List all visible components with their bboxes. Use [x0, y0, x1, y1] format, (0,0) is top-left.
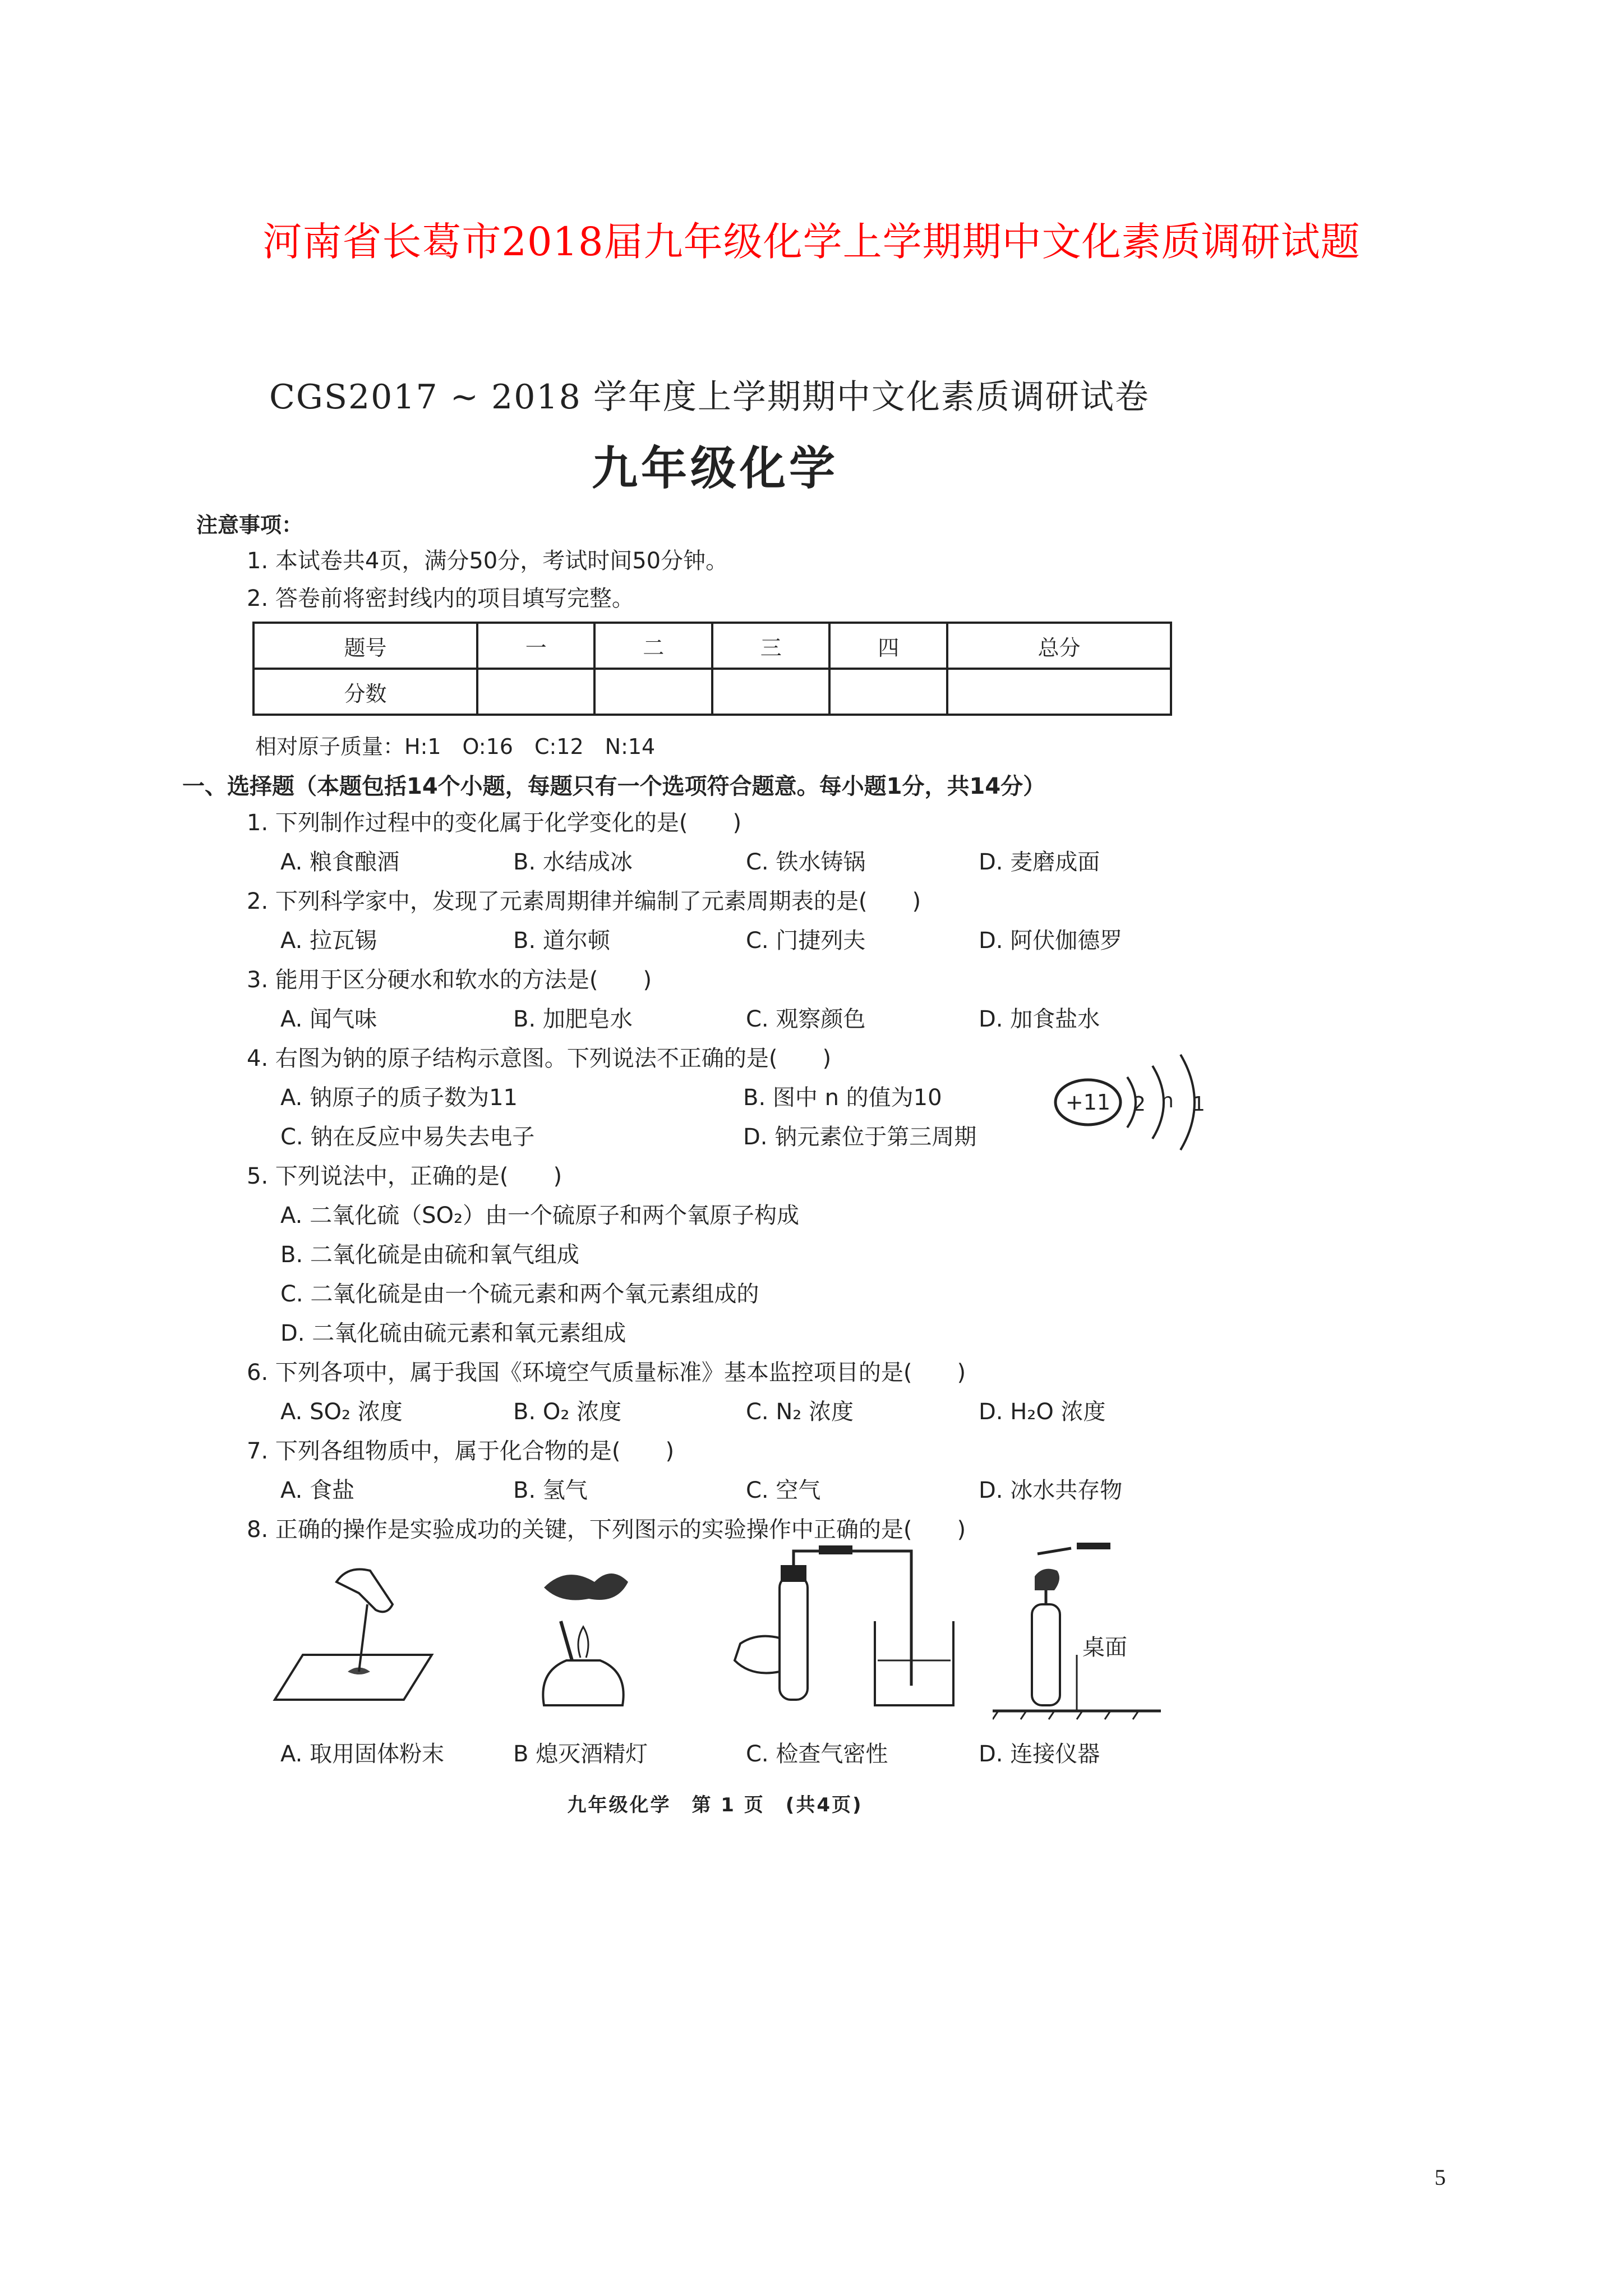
- figure-solid-powder: [269, 1559, 437, 1722]
- option: D. 加食盐水: [979, 1006, 1100, 1032]
- question-stem: 2. 下列科学家中，发现了元素周期律并编制了元素周期表的是( ): [247, 889, 921, 914]
- shell-electrons-2: n: [1161, 1089, 1174, 1112]
- option: C. 钠在反应中易失去电子: [280, 1124, 535, 1150]
- note-item: 2. 答卷前将密封线内的项目填写完整。: [247, 586, 634, 611]
- option: C. 二氧化硫是由一个硫元素和两个氧元素组成的: [280, 1281, 759, 1307]
- option: C. 门捷列夫: [746, 928, 866, 954]
- score-cell: 题号: [253, 623, 477, 669]
- score-table-header-row: [253, 623, 1171, 669]
- option: A. 拉瓦锡: [280, 928, 377, 954]
- option: D. 麦磨成面: [979, 849, 1100, 875]
- note-item: 1. 本试卷共4页，满分50分，考试时间50分钟。: [247, 548, 728, 574]
- exam-paper-scan: [182, 365, 1234, 1834]
- score-cell: 总分: [947, 623, 1171, 669]
- score-cell: 分数: [253, 669, 477, 715]
- question-stem: 1. 下列制作过程中的变化属于化学变化的是( ): [247, 810, 742, 836]
- figure-alcohol-lamp: [510, 1559, 667, 1722]
- score-cell: 四: [829, 623, 947, 669]
- exam-subject: 九年级化学: [591, 442, 838, 495]
- score-cell: [947, 669, 1171, 715]
- score-cell: [594, 669, 712, 715]
- score-cell: 二: [594, 623, 712, 669]
- option: C. N₂ 浓度: [746, 1399, 854, 1425]
- option: D. 冰水共存物: [979, 1478, 1123, 1503]
- option: A. 闻气味: [280, 1006, 377, 1032]
- option: B. 水结成冰: [513, 849, 633, 875]
- option: B. 图中 n 的值为10: [743, 1085, 942, 1111]
- option: B. 加肥皂水: [513, 1006, 633, 1032]
- desk-label: 桌面: [1082, 1635, 1127, 1660]
- exam-footer: 九年级化学 第 1 页 (共4页): [567, 1794, 863, 1816]
- option: C. 观察颜色: [746, 1006, 866, 1032]
- option: B. 道尔顿: [513, 928, 610, 954]
- notes-heading: 注意事项：: [196, 513, 303, 537]
- option: D. 二氧化硫由硫元素和氧元素组成: [280, 1320, 626, 1346]
- page-number: 5: [1435, 2165, 1446, 2190]
- figure-caption: D. 连接仪器: [979, 1741, 1100, 1767]
- exam-title: CGS2017 ~ 2018 学年度上学期期中文化素质调研试卷: [269, 378, 1150, 417]
- shell-electrons-1: 2: [1133, 1093, 1146, 1116]
- option: A. SO₂ 浓度: [280, 1399, 403, 1425]
- nucleus-charge: +11: [1065, 1090, 1111, 1115]
- score-table: [252, 622, 1172, 716]
- option: B. 氢气: [513, 1478, 588, 1503]
- document-title: 河南省长葛市2018届九年级化学上学期期中文化素质调研试题: [262, 219, 1361, 265]
- option: A. 钠原子的质子数为11: [280, 1085, 518, 1111]
- question-stem: 5. 下列说法中，正确的是( ): [247, 1163, 562, 1189]
- option: B. 二氧化硫是由硫和氧气组成: [280, 1242, 579, 1268]
- section-heading: 一、选择题（本题包括14个小题，每题只有一个选项符合题意。每小题1分，共14分）: [182, 774, 1046, 799]
- question-stem: 6. 下列各项中，属于我国《环境空气质量标准》基本监控项目的是( ): [247, 1360, 966, 1386]
- score-cell: 一: [477, 623, 595, 669]
- option: A. 食盐: [280, 1478, 355, 1503]
- figure-caption: A. 取用固体粉末: [280, 1741, 445, 1767]
- option: A. 二氧化硫（SO₂）由一个硫原子和两个氧原子构成: [280, 1203, 799, 1228]
- question-stem: 3. 能用于区分硬水和软水的方法是( ): [247, 967, 652, 993]
- score-cell: [477, 669, 595, 715]
- score-table-value-row: [253, 669, 1171, 715]
- question-stem: 8. 正确的操作是实验成功的关键，下列图示的实验操作中正确的是( ): [247, 1517, 966, 1543]
- option: C. 铁水铸锅: [746, 849, 866, 875]
- atomic-masses: 相对原子质量：H:1 O:16 C:12 N:14: [255, 734, 656, 759]
- option: B. O₂ 浓度: [513, 1399, 622, 1425]
- option: D. 钠元素位于第三周期: [743, 1124, 977, 1150]
- figure-caption: C. 检查气密性: [746, 1741, 888, 1767]
- figure-connect-apparatus: [993, 1543, 1228, 1722]
- option: D. H₂O 浓度: [979, 1399, 1106, 1425]
- figure-caption: B 熄灭酒精灯: [513, 1741, 648, 1767]
- figure-airtightness: [718, 1543, 965, 1722]
- option: A. 粮食酿酒: [280, 849, 400, 875]
- score-cell: [829, 669, 947, 715]
- option: C. 空气: [746, 1478, 821, 1503]
- score-cell: 三: [712, 623, 830, 669]
- question-stem: 7. 下列各组物质中，属于化合物的是( ): [247, 1438, 675, 1464]
- question-stem: 4. 右图为钠的原子结构示意图。下列说法不正确的是( ): [247, 1046, 832, 1071]
- option: D. 阿伏伽德罗: [979, 928, 1123, 954]
- score-cell: [712, 669, 830, 715]
- shell-electrons-3: 1: [1192, 1093, 1205, 1116]
- sodium-atom-diagram: [1049, 1049, 1217, 1156]
